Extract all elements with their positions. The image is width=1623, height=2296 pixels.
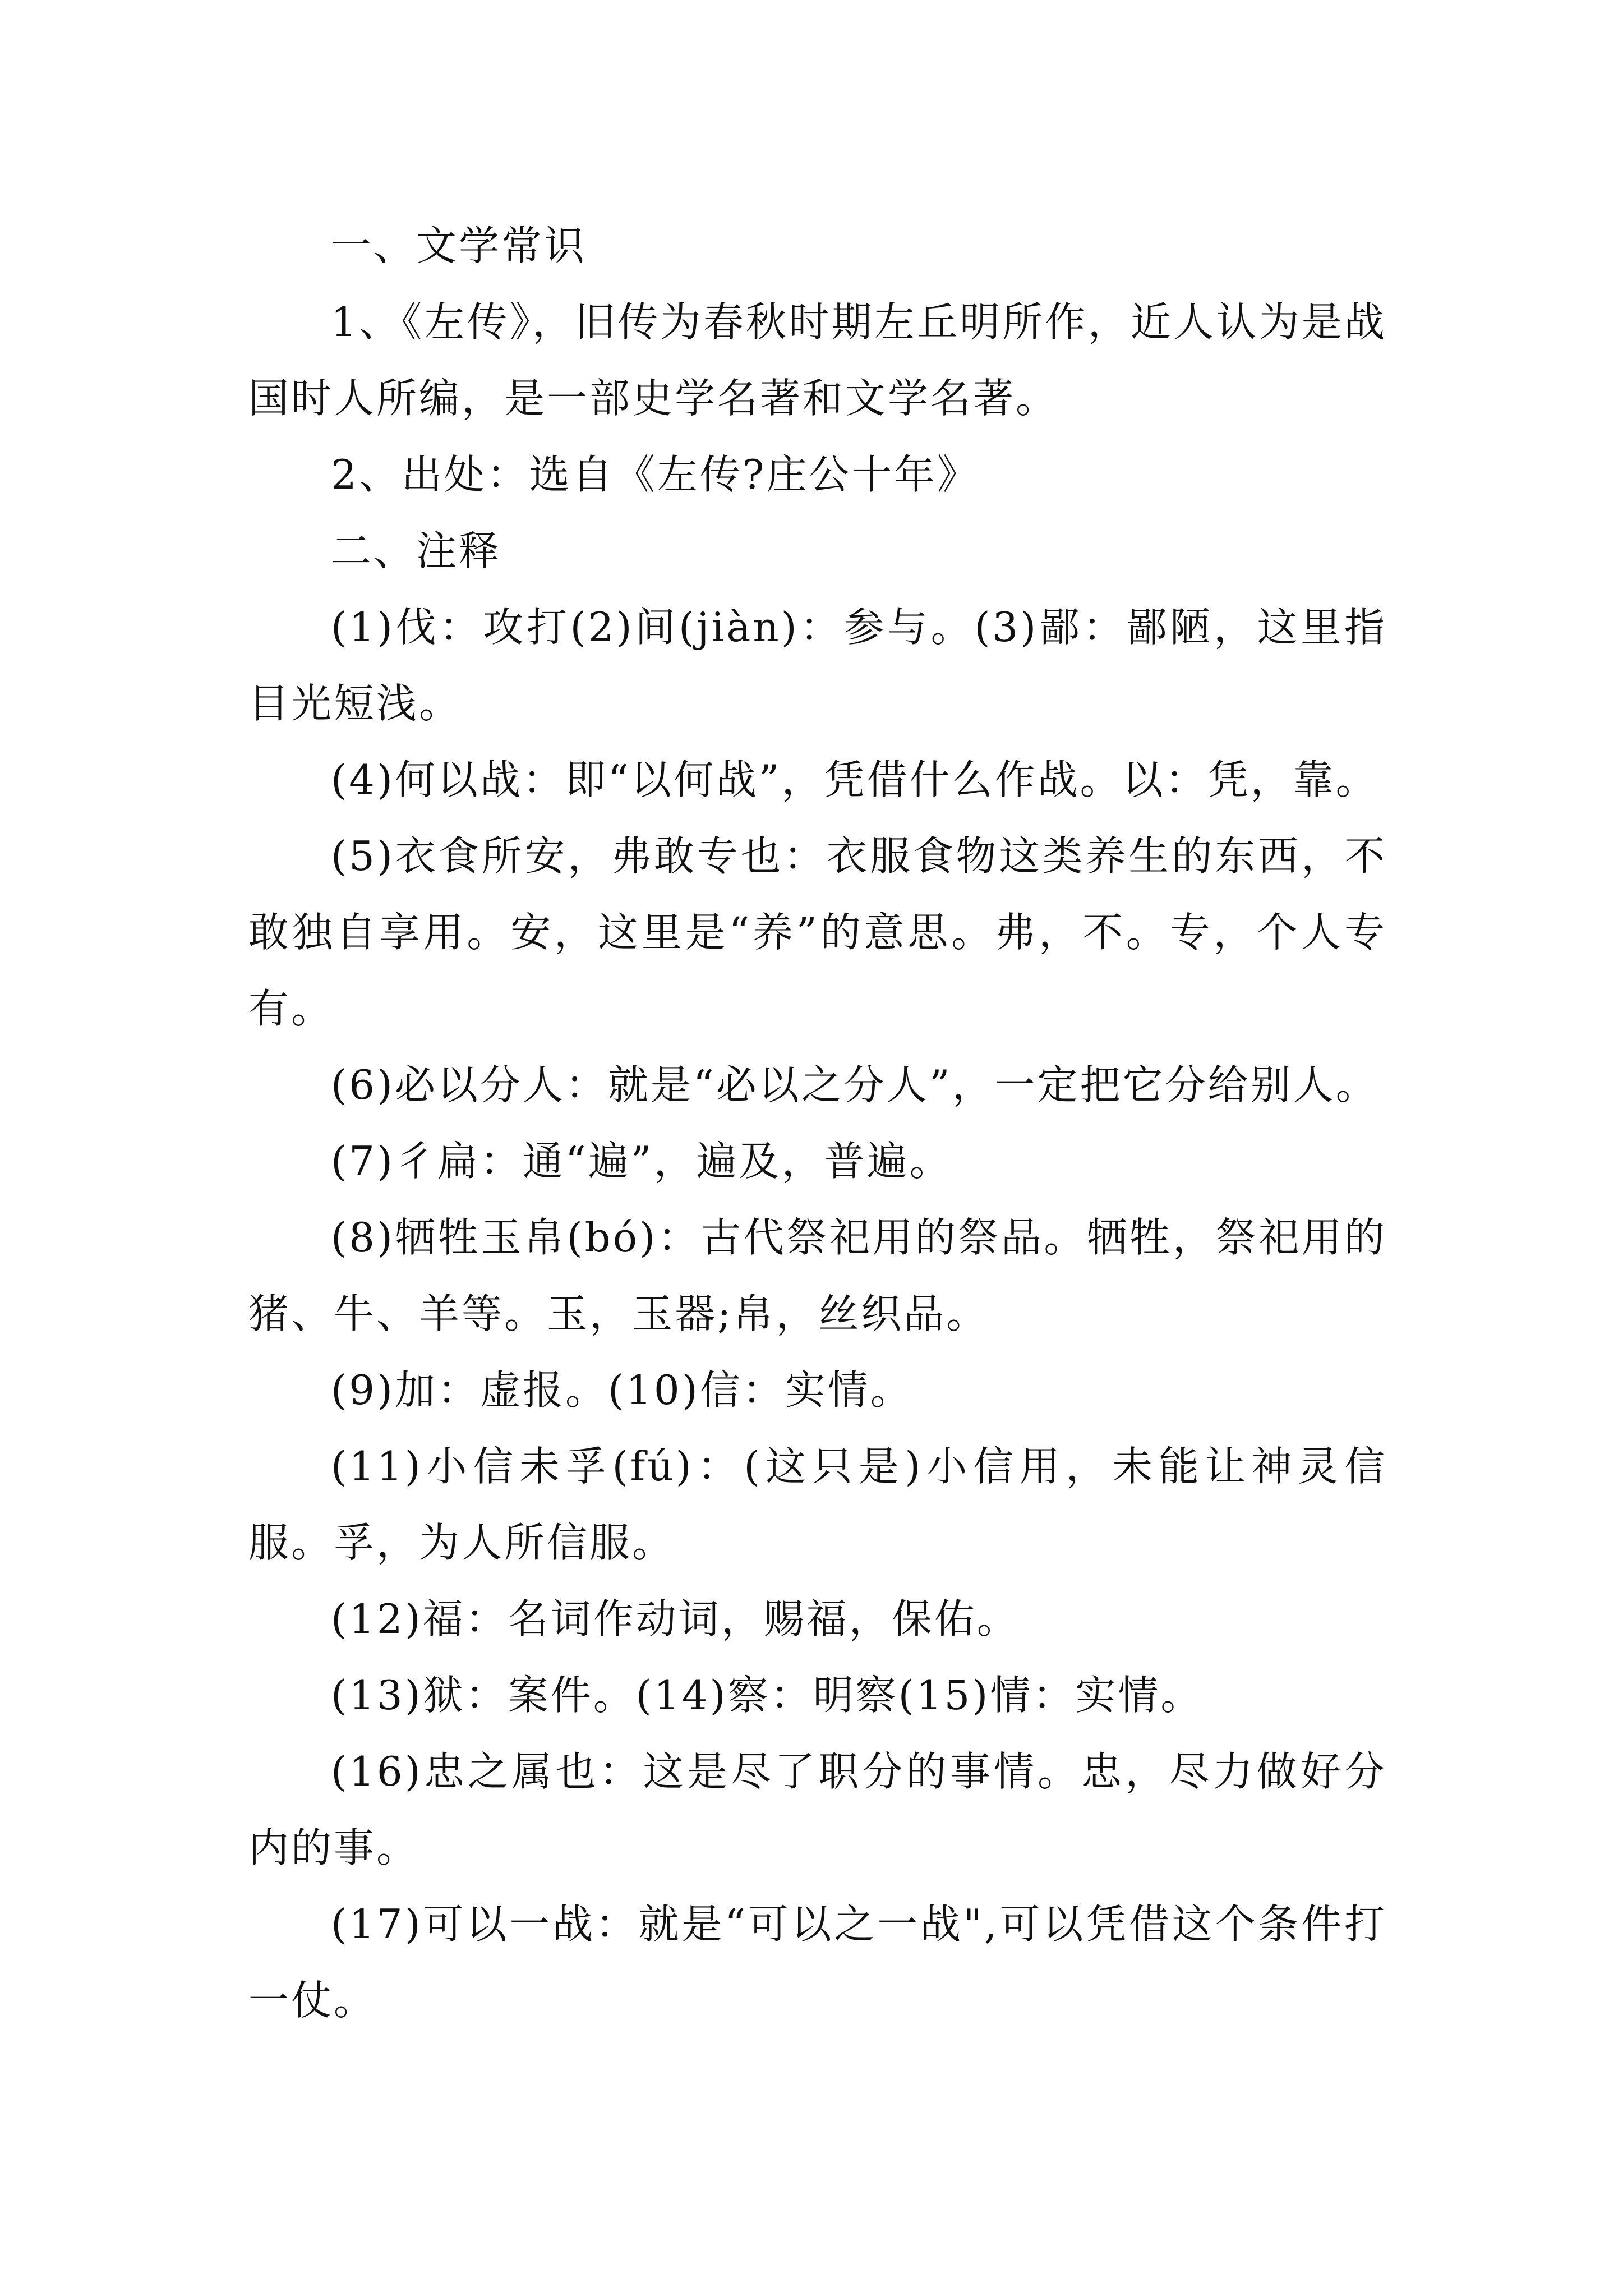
annotation-1-3: (1)伐：攻打(2)间(jiàn)：参与。(3)鄙：鄙陋，这里指目光短浅。 <box>248 604 1387 727</box>
heading-literary-knowledge: 一、文学常识 <box>331 222 587 269</box>
annotation-16: (16)忠之属也：这是尽了职分的事情。忠，尽力做好分内的事。 <box>248 1748 1387 1871</box>
annotation-5: (5)衣食所安，弗敢专也：衣服食物这类养生的东西，不敢独自享用。安，这里是“养”的意思。弗，不。专，个人专有。 <box>248 832 1387 1032</box>
paragraph-zuozhuan-intro: 1、《左传》，旧传为春秋时期左丘明所作，近人认为是战国时人所编，是一部史学名著和文学名著。 <box>248 298 1387 422</box>
annotation-4: (4)何以战：即“以何战”，凭借什么作战。以：凭，靠。 <box>331 756 1378 803</box>
document-body <box>248 208 1387 2039</box>
annotation-7: (7)彳扁：通“遍”，遍及，普遍。 <box>331 1138 952 1185</box>
annotation-12: (12)福：名词作动词，赐福，保佑。 <box>331 1595 1020 1642</box>
annotation-11: (11)小信未孚(fú)：(这只是)小信用，未能让神灵信服。孚，为人所信服。 <box>248 1443 1387 1566</box>
annotation-13-15: (13)狱：案件。(14)察：明察(15)情：实情。 <box>331 1672 1204 1719</box>
annotation-8: (8)牺牲玉帛(bó)：古代祭祀用的祭品。牺牲，祭祀用的猪、牛、羊等。玉，玉器;帛，丝织品。 <box>248 1214 1387 1337</box>
paragraph-source: 2、出处：选自《左传?庄公十年》 <box>331 451 980 498</box>
annotation-9-10: (9)加：虚报。(10)信：实情。 <box>331 1366 913 1414</box>
annotation-6: (6)必以分人：就是“必以之分人”，一定把它分给别人。 <box>331 1061 1378 1108</box>
annotation-17: (17)可以一战：就是“可以之一战",可以凭借这个条件打一仗。 <box>248 1901 1387 2024</box>
heading-annotations: 二、注释 <box>331 527 502 574</box>
